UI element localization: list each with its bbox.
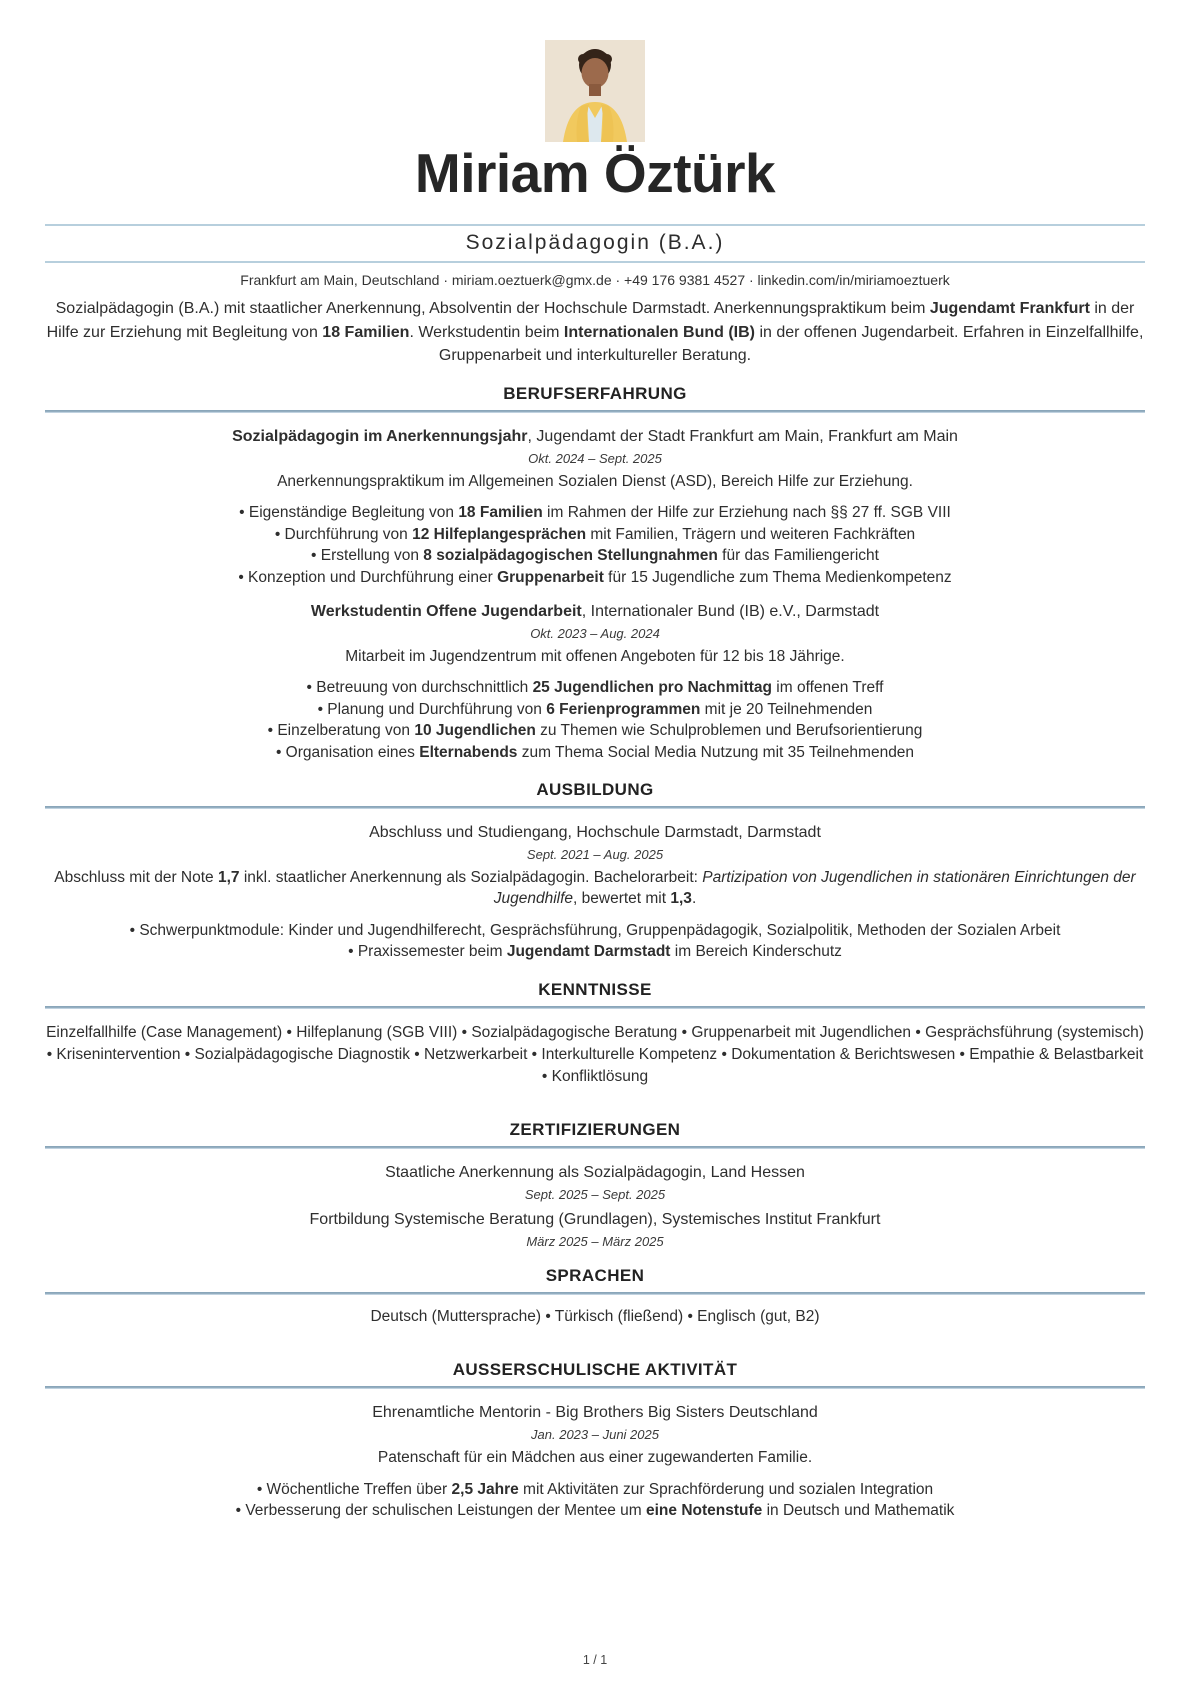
bullet-item: • Einzelberatung von 10 Jugendlichen zu Themen wie Schulproblemen und Berufsorientierung	[45, 720, 1145, 741]
bullet-list	[45, 920, 1145, 963]
skills-list: Einzelfallhilfe (Case Management) • Hilfeplanung (SGB VIII) • Sozialpädagogische Beratung • Gruppenarbeit mit Jugendlichen • Gesprächsführung (systemisch) • Krisenintervention • Sozialpädagogische Diagnostik • Netzwerkarbeit • Interkulturelle Kompetenz • Dokumentation & Berichtswesen • Empathie & Belastbarkeit • Konfliktlösung	[46, 1023, 1144, 1085]
languages-list: Deutsch (Muttersprache) • Türkisch (fließend) • Englisch (gut, B2)	[370, 1307, 820, 1325]
bullet-item: • Konzeption und Durchführung einer Gruppenarbeit für 15 Jugendliche zum Thema Medienkompetenz	[45, 567, 1145, 588]
experience-entry	[45, 427, 1145, 588]
section-divider	[45, 1006, 1145, 1009]
entry-date: Jan. 2023 – Juni 2025	[531, 1427, 659, 1443]
section-ausserschulische-aktivitaet	[45, 1343, 1145, 1521]
entry-heading: Abschluss und Studiengang, Hochschule Darmstadt, Darmstadt	[369, 823, 821, 841]
bullet-list	[45, 1479, 1145, 1522]
entry-date: Okt. 2023 – Aug. 2024	[530, 625, 660, 641]
certification-entry	[45, 1210, 1145, 1249]
entry-heading: Fortbildung Systemische Beratung (Grundlagen), Systemisches Institut Frankfurt	[309, 1211, 881, 1229]
education-entry	[45, 823, 1145, 963]
section-title-sprachen: SPRACHEN	[545, 1265, 645, 1285]
section-divider	[45, 1146, 1145, 1149]
section-title-berufserfahrung: BERUFSERFAHRUNG	[503, 383, 687, 403]
entry-description: Mitarbeit im Jugendzentrum mit offenen Angeboten für 12 bis 18 Jährige.	[345, 647, 845, 665]
section-sprachen	[45, 1249, 1145, 1344]
bullet-item: • Organisation eines Elternabends zum Thema Social Media Nutzung mit 35 Teilnehmenden	[45, 742, 1145, 763]
section-zertifizierungen	[45, 1103, 1145, 1249]
certification-entry	[45, 1163, 1145, 1202]
contact-line: Frankfurt am Main, Deutschland · miriam.oeztuerk@gmx.de · +49 176 9381 4527 · linkedin.com/in/miriamoeztuerk	[240, 272, 950, 289]
entry-description: Abschluss mit der Note 1,7 inkl. staatlicher Anerkennung als Sozialpädagogin. Bachelorarbeit: Partizipation von Jugendlichen in stationären Einrichtungen der Jugendhilfe, bewertet mit 1,3.	[54, 868, 1136, 908]
section-berufserfahrung	[45, 367, 1145, 763]
section-title-ausbildung: AUSBILDUNG	[536, 779, 654, 799]
entry-description: Anerkennungspraktikum im Allgemeinen Sozialen Dienst (ASD), Bereich Hilfe zur Erziehung.	[277, 472, 913, 490]
entry-description: Patenschaft für ein Mädchen aus einer zugewanderten Familie.	[377, 1449, 813, 1467]
section-kenntnisse	[45, 963, 1145, 1104]
section-ausbildung	[45, 763, 1145, 963]
section-divider	[45, 806, 1145, 809]
bullet-item: • Praxissemester beim Jugendamt Darmstadt im Bereich Kinderschutz	[45, 941, 1145, 962]
page-number: 1 / 1	[582, 1653, 608, 1667]
bullet-item: • Durchführung von 12 Hilfeplangesprächen mit Familien, Trägern und weiteren Fachkräften	[45, 524, 1145, 545]
entry-date: Sept. 2021 – Aug. 2025	[526, 846, 664, 862]
section-divider	[45, 1386, 1145, 1389]
activity-entry	[45, 1403, 1145, 1521]
bullet-list	[45, 502, 1145, 588]
entry-date: Okt. 2024 – Sept. 2025	[528, 450, 662, 466]
bullet-list	[45, 677, 1145, 763]
section-title-ausserschulische-aktivitaet: AUSSERSCHULISCHE AKTIVITÄT	[452, 1360, 738, 1380]
entry-heading: Ehrenamtliche Mentorin - Big Brothers Big Sisters Deutschland	[372, 1404, 818, 1422]
bullet-item: • Verbesserung der schulischen Leistungen der Mentee um eine Notenstufe in Deutsch und Mathematik	[45, 1500, 1145, 1521]
portrait-illustration	[545, 40, 645, 142]
bullet-item: • Eigenständige Begleitung von 18 Familien im Rahmen der Hilfe zur Erziehung nach §§ 27 ff. SGB VIII	[45, 502, 1145, 523]
job-title: Sozialpädagogin (B.A.)	[465, 231, 725, 255]
entry-heading: Staatliche Anerkennung als Sozialpädagogin, Land Hessen	[385, 1164, 805, 1182]
section-divider	[45, 410, 1145, 413]
entry-heading: Sozialpädagogin im Anerkennungsjahr, Jugendamt der Stadt Frankfurt am Main, Frankfurt am Main	[232, 427, 958, 445]
bullet-item: • Schwerpunktmodule: Kinder und Jugendhilferecht, Gesprächsführung, Gruppenpädagogik, Sozialpolitik, Methoden der Sozialen Arbeit	[45, 920, 1145, 941]
bullet-item: • Betreuung von durchschnittlich 25 Jugendlichen pro Nachmittag im offenen Treff	[45, 677, 1145, 698]
section-title-kenntnisse: KENNTNISSE	[538, 979, 652, 999]
bullet-item: • Planung und Durchführung von 6 Ferienprogrammen mit je 20 Teilnehmenden	[45, 699, 1145, 720]
experience-entry	[45, 602, 1145, 763]
title-band	[45, 224, 1145, 263]
bullet-item: • Erstellung von 8 sozialpädagogischen Stellungnahmen für das Familiengericht	[45, 545, 1145, 566]
profile-photo	[545, 40, 645, 142]
section-divider	[45, 1292, 1145, 1295]
summary-paragraph: Sozialpädagogin (B.A.) mit staatlicher Anerkennung, Absolventin der Hochschule Darmstadt. Anerkennungspraktikum beim Jugendamt Frankfurt in der Hilfe zur Erziehung mit Begleitung von 18 Familien. Werkstudentin beim Internationalen Bund (IB) in der offenen Jugendarbeit. Erfahren in Einzelfallhilfe, Gruppenarbeit und interkultureller Beratung.	[46, 300, 1144, 364]
entry-date: Sept. 2025 – Sept. 2025	[524, 1187, 666, 1203]
bullet-item: • Wöchentliche Treffen über 2,5 Jahre mit Aktivitäten zur Sprachförderung und sozialen Integration	[45, 1479, 1145, 1500]
section-title-zertifizierungen: ZERTIFIZIERUNGEN	[509, 1120, 681, 1140]
entry-heading: Werkstudentin Offene Jugendarbeit, Internationaler Bund (IB) e.V., Darmstadt	[310, 602, 880, 620]
entry-date: März 2025 – März 2025	[526, 1233, 664, 1249]
candidate-name: Miriam Öztürk	[414, 142, 776, 204]
